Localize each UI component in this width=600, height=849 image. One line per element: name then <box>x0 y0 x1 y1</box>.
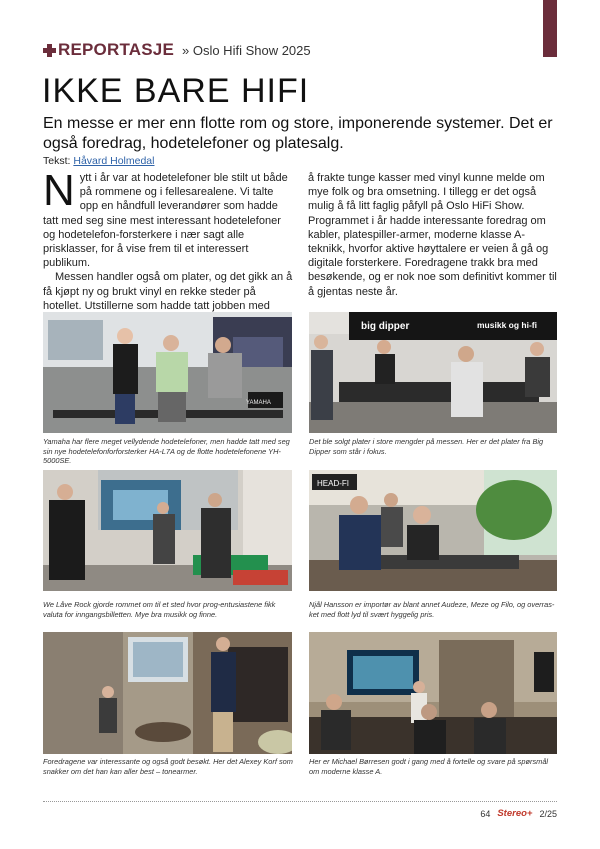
photo-big-dipper <box>309 312 557 433</box>
byline-label: Tekst: <box>43 155 71 167</box>
photo-caption: We Låve Rock gjorde rommet om til et sted hvor prog-entusiastene fikk valuta for inngangsbilletten. Mye bra musikk og finne. <box>43 600 276 619</box>
footer-divider <box>43 801 557 802</box>
photo-sign-text: musikk og hi-fi <box>477 320 537 330</box>
section-kicker <box>43 40 311 60</box>
photo-sign-text: big dipper <box>361 321 410 332</box>
breadcrumb: » Oslo Hifi Show 2025 <box>182 42 311 58</box>
photo-alexey-korf <box>43 632 292 754</box>
photo-caption: Njål Hansson er importør av blant annet Audeze, Meze og Filo, og overras-ket med flott lyd til svært hyggelig pris. <box>309 600 555 619</box>
author-link[interactable]: Håvard Holmedal <box>73 155 155 167</box>
article-title: IKKE BARE HIFI <box>42 72 310 110</box>
body-column-right <box>308 171 558 299</box>
drop-cap: N <box>43 166 75 215</box>
photo-yamaha-headphones <box>43 312 292 433</box>
article-lead: En messe er mer enn flotte rom og store, imponerende systemer. Det er også foredrag, hodetelefoner og platesalg. <box>43 115 553 152</box>
plus-icon <box>43 44 56 57</box>
photo-caption: Yamaha har flere meget vellydende hodetelefoner, men hadde tatt med seg sin nye hodetelefonforforsterker HA-L7A og de flotte hodetelefonene YH-5000SE. <box>43 437 290 465</box>
photo-caption: Her er Michael Børresen godt i gang med å fortelle og svare på spørsmål om moderne klasse A. <box>309 757 549 776</box>
photo-michael-borresen <box>309 632 557 754</box>
body-paragraph: Messen handler også om plater, og det gikk an å få kjøpt ny og brukt vinyl en rekke steder på hotellet. Utstillerne som hadde tatt jobben med <box>43 271 293 312</box>
photo-sign-text: HEAD-FI <box>317 479 349 488</box>
magazine-logo: Stereo+ <box>497 808 533 819</box>
body-paragraph: å frakte tunge kasser med vinyl kunne melde om mye folk og bra omsetning. I tillegg er det også mulig å få litt faglig påfyll på Oslo HiFi Show. Programmet i år hadde interessante foredrag om kabler, platespiller-armer, moderne klasse A-teknikk, hvorfor aktive høyttalere er veien å gå og digitale forsterkere. Foredragene trakk bra med besøkende, og er nok noe som definitivt kommer til å gjentas neste år. <box>308 172 557 298</box>
paragraph-text: ytt i år var at hodetelefoner ble stilt ut både på rommene og i fellesarealene. Vi talte opp en håndfull leverandører som hadde tatt med seg sine mest interessant hodetelefoner og hodetelefon-forsterkere i nær sagt alle prisklasser, for å vise frem til et interessert publikum. <box>43 172 288 270</box>
photo-caption: Foredragene var interessante og også godt besøkt. Her det Alexey Korf som snakker om det han kan aller best – tonearmer. <box>43 757 293 776</box>
body-paragraph <box>43 166 293 270</box>
page-footer <box>480 808 557 819</box>
body-column-left <box>43 166 293 313</box>
photo-we-lave-rock <box>43 470 292 591</box>
section-color-bar <box>543 0 557 57</box>
photo-head-fi <box>309 470 557 591</box>
photo-caption: Det ble solgt plater i store mengder på messen. Her er det plater fra Big Dipper som står i fokus. <box>309 437 544 456</box>
issue-number: 2/25 <box>539 808 557 819</box>
page-number: 64 <box>480 808 491 819</box>
section-label: REPORTASJE <box>58 40 174 59</box>
photo-sign-text: YAMAHA <box>246 400 271 406</box>
